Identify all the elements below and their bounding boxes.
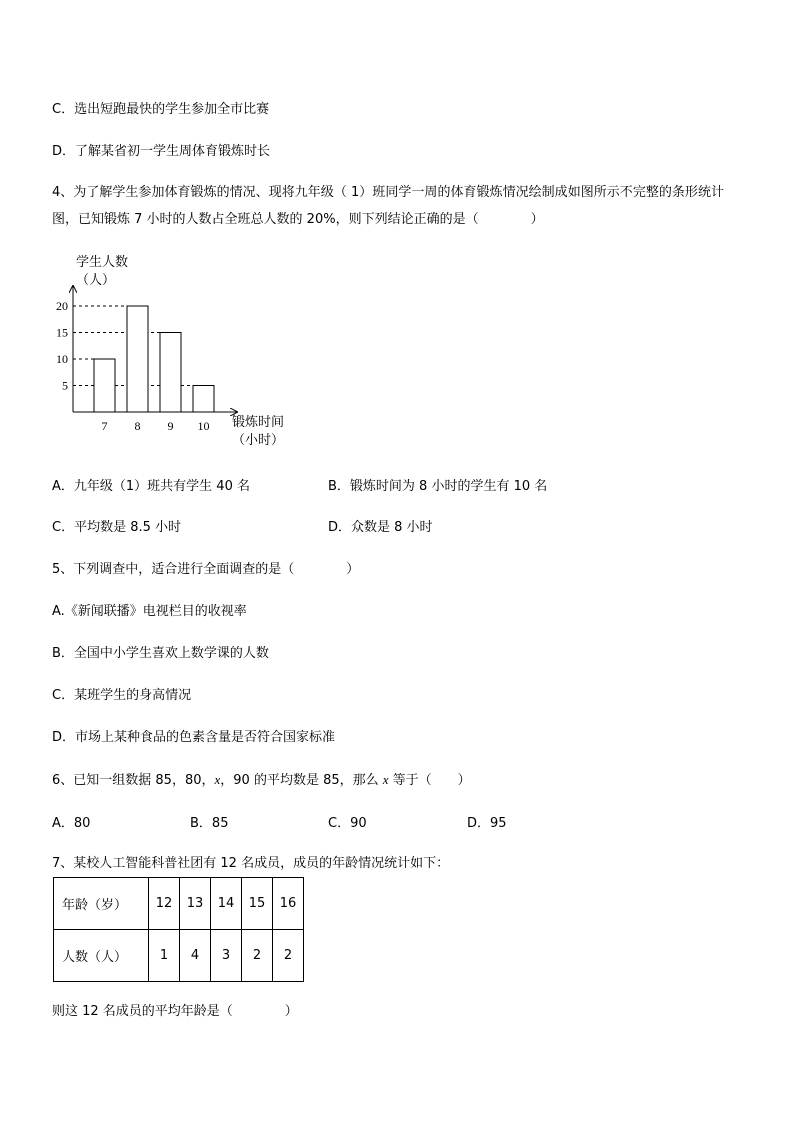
age-cell: 16 <box>273 878 304 930</box>
bar-10 <box>193 386 214 413</box>
x-tick-label: 9 <box>167 419 174 433</box>
x-tick-label: 8 <box>134 419 141 433</box>
age-table <box>53 877 304 982</box>
count-row-header: 人数（人） <box>54 930 149 982</box>
x-tick-label: 10 <box>197 419 210 433</box>
q4-option-a: A．九年级（1）班共有学生 40 名 <box>52 479 250 494</box>
x-axis-label-line1: 锻炼时间 <box>232 415 285 430</box>
count-cell: 3 <box>211 930 242 982</box>
age-row-header: 年龄（岁） <box>54 878 149 930</box>
age-cell: 13 <box>180 878 211 930</box>
q5-stem: 5、下列调查中，适合进行全面调查的是（ ） <box>52 562 360 577</box>
bar-9 <box>160 333 181 413</box>
q3-option-c: C．选出短跑最快的学生参加全市比赛 <box>52 102 270 117</box>
q5-option-d: D．市场上某种食品的色素含量是否符合国家标准 <box>52 730 336 745</box>
q6-variable: x <box>214 772 221 787</box>
q6-stem-part2: ，90 的平均数是 85，那么 <box>220 773 383 788</box>
y-tick-label: 20 <box>56 299 68 313</box>
q6-option-c: C．90 <box>328 816 367 831</box>
y-axis-label-line2: （人） <box>76 273 116 288</box>
count-cell: 1 <box>149 930 180 982</box>
q7-stem: 7、某校人工智能科普社团有 12 名成员，成员的年龄情况统计如下： <box>52 856 450 871</box>
q5-option-c: C．某班学生的身高情况 <box>52 688 192 703</box>
bar-7 <box>94 359 115 412</box>
count-cell: 2 <box>273 930 304 982</box>
y-tick-label: 10 <box>56 352 68 366</box>
q4-option-b: B．锻炼时间为 8 小时的学生有 10 名 <box>328 479 548 494</box>
q6-option-a: A．80 <box>52 816 91 831</box>
q4-bar-chart <box>40 248 300 453</box>
q4-option-c: C．平均数是 8.5 小时 <box>52 520 182 535</box>
age-cell: 15 <box>242 878 273 930</box>
q6-option-d: D．95 <box>467 816 507 831</box>
q6-variable-repeat: x <box>382 772 389 787</box>
x-tick-label: 7 <box>101 419 108 433</box>
table-row-ages <box>54 878 304 930</box>
q7-question: 则这 12 名成员的平均年龄是（ ） <box>52 1004 298 1019</box>
q4-option-d: D．众数是 8 小时 <box>328 520 433 535</box>
count-cell: 4 <box>180 930 211 982</box>
age-cell: 14 <box>211 878 242 930</box>
y-tick-label: 5 <box>62 378 68 393</box>
q4-stem: 4、为了解学生参加体育锻炼的情况、现将九年级（ 1）班同学一周的体育锻炼情况绘制成如图所示不完整的条形统计图，已知锻炼 7 小时的人数占全班总人数的 20%，则下列结论正确的是（ ） <box>52 185 724 227</box>
bar-8 <box>127 306 148 412</box>
table-row-counts <box>54 930 304 982</box>
q5-option-b: B．全国中小学生喜欢上数学课的人数 <box>52 646 269 661</box>
count-cell: 2 <box>242 930 273 982</box>
q6-stem <box>52 771 471 790</box>
x-axis-label-line2: （小时） <box>232 433 285 448</box>
q6-stem-part3: 等于（ ） <box>388 773 471 788</box>
age-cell: 12 <box>149 878 180 930</box>
q6-option-b: B．85 <box>190 816 229 831</box>
y-axis-label-line1: 学生人数 <box>76 255 129 270</box>
q5-option-a: A.《新闻联播》电视栏目的收视率 <box>52 604 247 619</box>
y-tick-label: 15 <box>56 325 68 340</box>
q3-option-d: D．了解某省初一学生周体育锻炼时长 <box>52 144 271 159</box>
q6-stem-part1: 6、已知一组数据 85，80， <box>52 773 215 788</box>
